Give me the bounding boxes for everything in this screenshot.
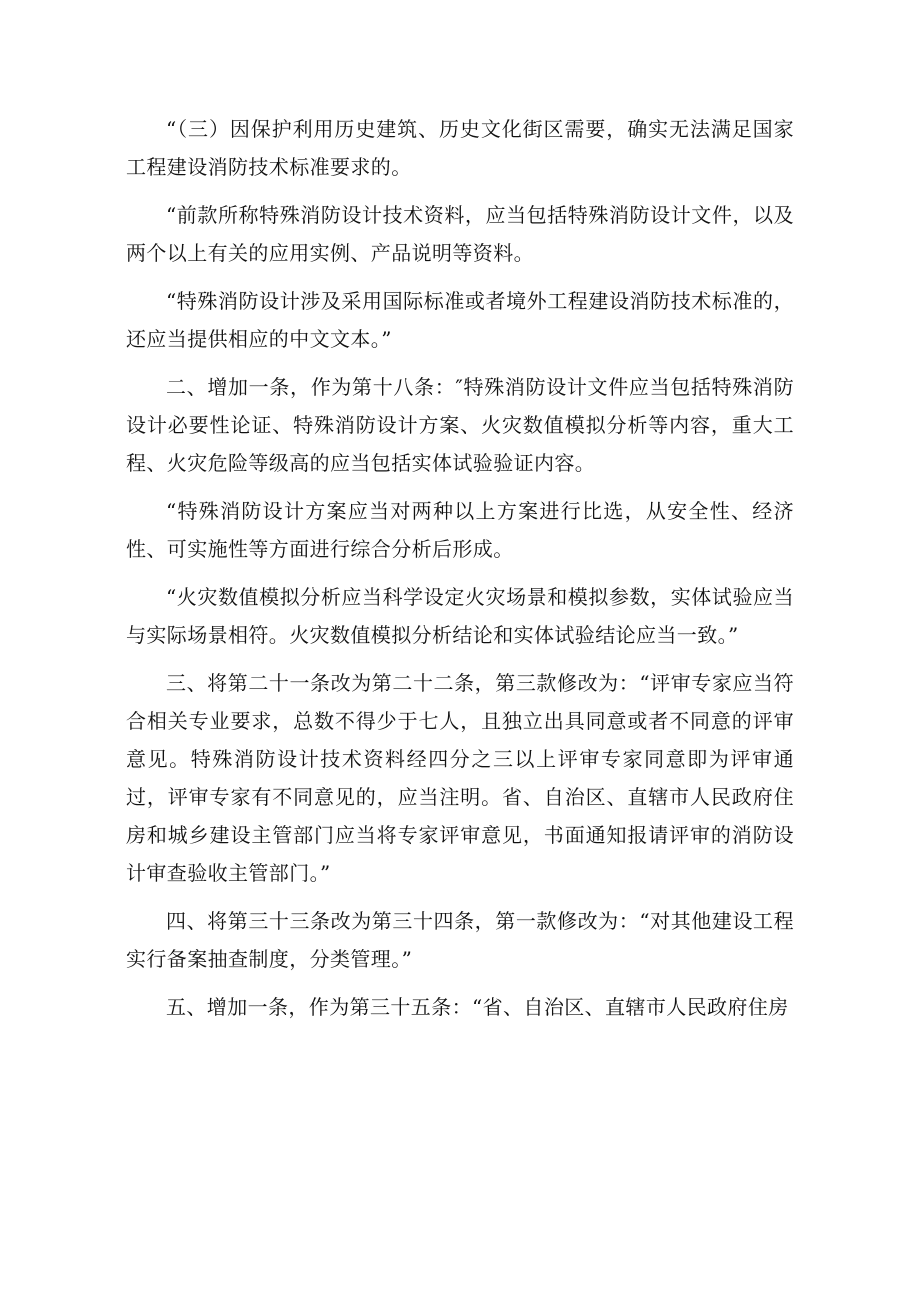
paragraph-article-18: 二、增加一条，作为第十八条：″特殊消防设计文件应当包括特殊消防设计必要性论证、特殊消防设计方案、火灾数值模拟分析等内容，重大工程、火灾危险等级高的应当包括实体试验验证内容。: [126, 375, 794, 475]
document-body: [126, 110, 794, 1026]
paragraph-article-34: 四、将第三十三条改为第三十四条，第一款修改为：“对其他建设工程实行备案抽查制度，分类管理。”: [126, 909, 794, 971]
paragraph-article-22: 三、将第二十一条改为第二十二条，第三款修改为：“评审专家应当符合相关专业要求，总数不得少于七人，且独立出具同意或者不同意的评审意见。特殊消防设计技术资料经四分之三以上评审专家同意即为评审通过，评审专家有不同意见的，应当注明。省、自治区、直辖市人民政府住房和城乡建设主管部门应当将专家评审意见，书面通知报请评审的消防设计审查验收主管部门。”: [126, 671, 794, 885]
paragraph-historic-buildings: “（三）因保护利用历史建筑、历史文化街区需要，确实无法满足国家工程建设消防技术标准要求的。: [126, 117, 794, 179]
paragraph-international-standards: “特殊消防设计涉及采用国际标准或者境外工程建设消防技术标准的，还应当提供相应的中文文本。”: [126, 289, 794, 351]
paragraph-technical-materials: “前款所称特殊消防设计技术资料，应当包括特殊消防设计文件，以及两个以上有关的应用实例、产品说明等资料。: [126, 203, 794, 265]
paragraph-article-35: 五、增加一条，作为第三十五条：“省、自治区、直辖市人民政府住房: [166, 995, 789, 1019]
paragraph-design-scheme: “特殊消防设计方案应当对两种以上方案进行比选，从安全性、经济性、可实施性等方面进行综合分析后形成。: [126, 499, 794, 561]
paragraph-fire-simulation: “火灾数值模拟分析应当科学设定火灾场景和模拟参数，实体试验应当与实际场景相符。火灾数值模拟分析结论和实体试验结论应当一致。”: [126, 585, 794, 647]
